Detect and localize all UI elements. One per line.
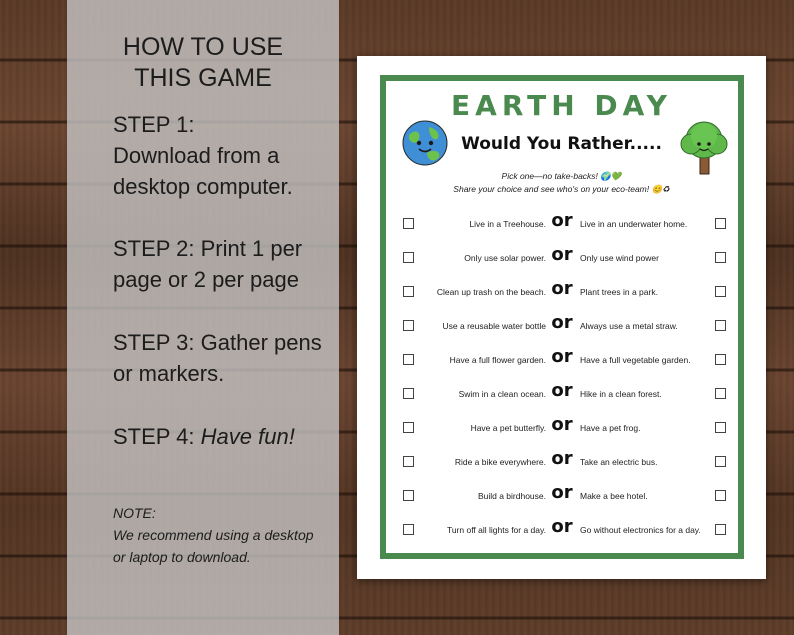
left-checkbox[interactable]: [403, 490, 414, 501]
right-option: Always use a metal straw.: [580, 321, 678, 331]
step-text: desktop computer.: [113, 174, 293, 199]
step-text: STEP 1:: [113, 112, 195, 137]
right-option: Take an electric bus.: [580, 457, 658, 467]
step-text: STEP 4:: [113, 424, 201, 449]
left-checkbox[interactable]: [403, 286, 414, 297]
step-3: [113, 327, 339, 389]
note: [113, 502, 335, 568]
right-option: Have a full vegetable garden.: [580, 355, 691, 365]
right-option: Have a pet frog.: [580, 423, 641, 433]
instructions-title-line: HOW TO USE: [122, 33, 284, 61]
left-option: Turn off all lights for a day.: [446, 525, 546, 535]
right-option: Make a bee hotel.: [580, 491, 648, 501]
right-option: Go without electronics for a day.: [580, 525, 701, 535]
or-label: or: [551, 278, 573, 299]
left-option: Clean up trash on the beach.: [436, 287, 546, 297]
left-option: Have a full flower garden.: [449, 355, 546, 365]
or-label: or: [551, 244, 573, 265]
right-checkbox[interactable]: [715, 252, 726, 263]
note-text: or laptop to download.: [113, 549, 251, 565]
choice-row: [401, 411, 728, 445]
step-text: STEP 3: Gather pens: [113, 330, 322, 355]
right-option: Plant trees in a park.: [580, 287, 658, 297]
worksheet-subtitle: Would You Rather.....: [461, 134, 662, 154]
choice-row: [401, 207, 728, 241]
right-checkbox[interactable]: [715, 286, 726, 297]
or-label: or: [551, 482, 573, 503]
worksheet-tagline: [357, 170, 766, 196]
choice-row: [401, 241, 728, 275]
right-option: Hike in a clean forest.: [580, 389, 662, 399]
right-checkbox[interactable]: [715, 354, 726, 365]
step-text: page or 2 per page: [113, 267, 299, 292]
note-label: NOTE:: [113, 505, 156, 521]
instructions-title-line: THIS GAME: [134, 64, 272, 92]
right-checkbox[interactable]: [715, 524, 726, 535]
right-checkbox[interactable]: [715, 490, 726, 501]
left-checkbox[interactable]: [403, 388, 414, 399]
choice-row: [401, 309, 728, 343]
choice-row: [401, 343, 728, 377]
right-option: Only use wind power: [580, 253, 659, 263]
step-text: or markers.: [113, 361, 225, 386]
step-4: [113, 421, 339, 452]
right-option: Live in an underwater home.: [580, 219, 688, 229]
or-label: or: [551, 346, 573, 367]
tagline-line: Pick one—no take-backs! 🌍💚: [501, 171, 622, 181]
left-option: Use a reusable water bottle: [442, 321, 546, 331]
or-label: or: [551, 516, 573, 537]
left-option: Live in a Treehouse.: [469, 219, 546, 229]
step-1: [113, 109, 339, 202]
choice-row: [401, 513, 728, 547]
left-option: Build a birdhouse.: [477, 491, 546, 501]
left-checkbox[interactable]: [403, 354, 414, 365]
choice-row: [401, 275, 728, 309]
worksheet-title: EARTH DAY: [451, 89, 672, 122]
choice-row: [401, 377, 728, 411]
worksheet: [357, 56, 766, 579]
or-label: or: [551, 414, 573, 435]
or-label: or: [551, 312, 573, 333]
left-option: Have a pet butterfly.: [470, 423, 546, 433]
or-label: or: [551, 448, 573, 469]
right-checkbox[interactable]: [715, 422, 726, 433]
tagline-line: Share your choice and see who's on your eco-team! 😊♻: [453, 184, 670, 194]
left-option: Swim in a clean ocean.: [458, 389, 546, 399]
left-checkbox[interactable]: [403, 320, 414, 331]
choice-row: [401, 479, 728, 513]
left-checkbox[interactable]: [403, 252, 414, 263]
left-checkbox[interactable]: [403, 218, 414, 229]
right-checkbox[interactable]: [715, 320, 726, 331]
left-option: Only use solar power.: [464, 253, 546, 263]
left-option: Ride a bike everywhere.: [454, 457, 546, 467]
choices-list: [401, 207, 728, 547]
right-checkbox[interactable]: [715, 218, 726, 229]
right-checkbox[interactable]: [715, 388, 726, 399]
step-text: Download from a: [113, 143, 280, 168]
left-checkbox[interactable]: [403, 422, 414, 433]
note-text: We recommend using a desktop: [113, 527, 314, 543]
step-text: STEP 2: Print 1 per: [113, 236, 303, 261]
step-2: [113, 233, 339, 295]
right-checkbox[interactable]: [715, 456, 726, 467]
step-emphasis: Have fun!: [200, 424, 295, 449]
left-checkbox[interactable]: [403, 524, 414, 535]
or-label: or: [551, 380, 573, 401]
choice-row: [401, 445, 728, 479]
or-label: or: [551, 210, 573, 231]
instructions-title: [67, 32, 339, 94]
instructions-panel: [67, 0, 339, 635]
left-checkbox[interactable]: [403, 456, 414, 467]
